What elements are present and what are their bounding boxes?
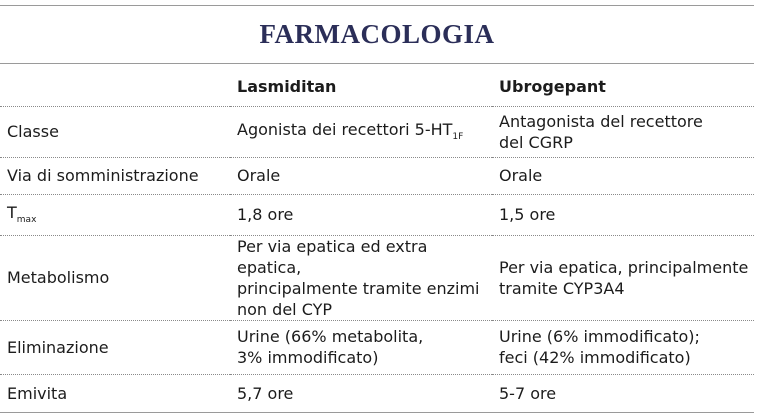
cell-line: Per via epatica, principalmente (499, 257, 749, 277)
cell-ubrogepant-emivita: 5-7 ore (492, 374, 754, 412)
cell-ubrogepant-tmax: 1,5 ore (492, 194, 754, 235)
cell-ubrogepant-classe (492, 106, 754, 157)
cell-ubrogepant-metabolismo (492, 235, 754, 320)
cell-lasmiditan-via: Orale (230, 157, 492, 194)
cell-text: T (7, 203, 17, 222)
cell-lasmiditan-eliminazione (230, 320, 492, 374)
cell-line: Per via epatica ed extra epatica, (237, 236, 428, 277)
cell-line: feci (42% immodificato) (499, 348, 691, 367)
row-label-emivita: Emivita (0, 374, 230, 412)
cell-line: principalmente tramite enzimi (237, 278, 480, 298)
cell-line: Urine (6% immodificato); (499, 327, 700, 346)
cell-lasmiditan-emivita: 5,7 ore (230, 374, 492, 412)
row-label-tmax (0, 194, 230, 235)
table-row (0, 374, 754, 412)
table-row (0, 194, 754, 235)
cell-lasmiditan-tmax: 1,8 ore (230, 194, 492, 235)
cell-line: 3% immodificato) (237, 348, 379, 367)
row-label-via: Via di somministrazione (0, 157, 230, 194)
header-ubrogepant: Ubrogepant (492, 64, 754, 106)
row-label-classe: Classe (0, 106, 230, 157)
cell-subscript: max (16, 215, 37, 225)
cell-line: non del CYP (237, 299, 332, 319)
table-row (0, 235, 754, 320)
row-label-eliminazione: Eliminazione (0, 320, 230, 374)
cell-ubrogepant-eliminazione (492, 320, 754, 374)
cell-line: tramite CYP3A4 (499, 278, 625, 298)
cell-subscript: 1F (452, 132, 464, 142)
page-title: FARMACOLOGIA (259, 19, 495, 49)
cell-lasmiditan-metabolismo (230, 235, 492, 320)
pharmacology-table (0, 64, 754, 413)
cell-text: Agonista dei recettori 5-HT (237, 120, 453, 139)
cell-lasmiditan-classe (230, 106, 492, 157)
cell-line: Urine (66% metabolita, (237, 327, 424, 346)
row-label-metabolismo: Metabolismo (0, 235, 230, 320)
table-row (0, 157, 754, 194)
table-header-row (0, 64, 754, 106)
title-bar (0, 5, 754, 64)
table-row (0, 106, 754, 157)
cell-line: Antagonista del recettore (499, 111, 703, 131)
header-empty-cell (0, 64, 230, 106)
cell-line: del CGRP (499, 132, 573, 152)
cell-ubrogepant-via: Orale (492, 157, 754, 194)
header-lasmiditan: Lasmiditan (230, 64, 492, 106)
table-row (0, 320, 754, 374)
